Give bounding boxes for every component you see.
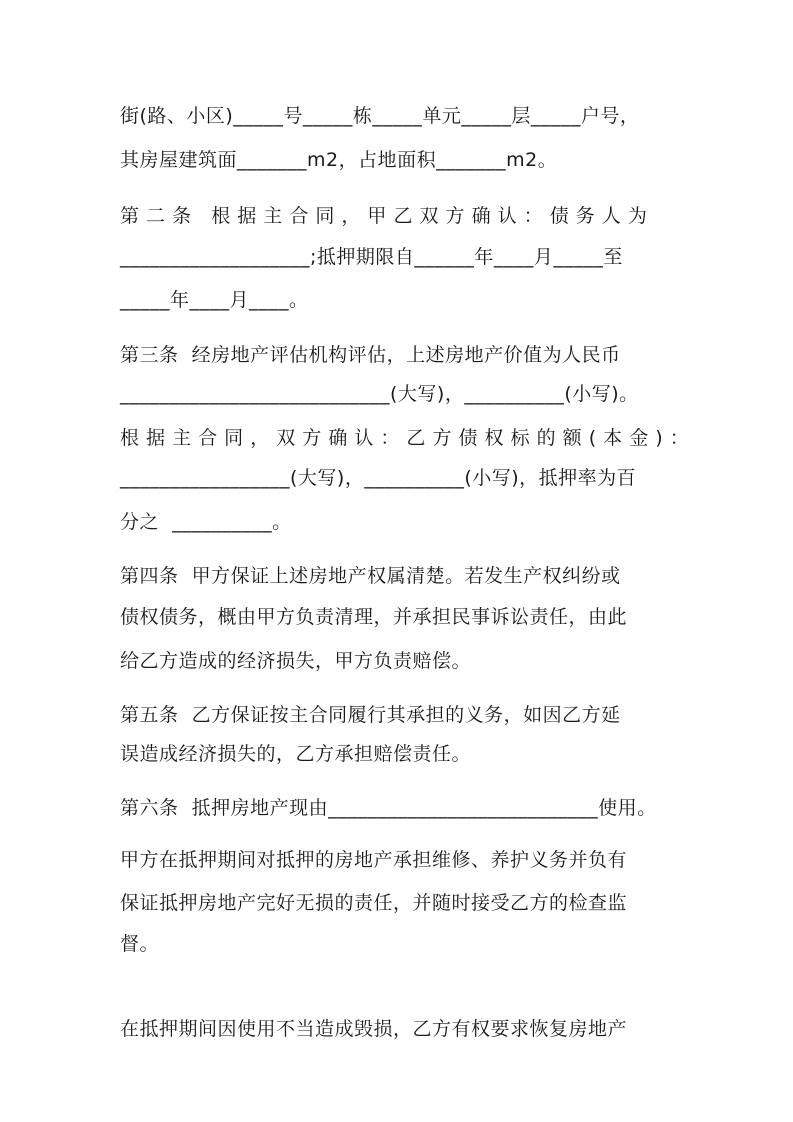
text-line: 给乙方造成的经济损失，甲方负责赔偿。	[120, 650, 472, 672]
text-line: 保证抵押房地产完好无损的责任，并随时接受乙方的检查监	[120, 892, 628, 914]
text-line: 第五条 乙方保证按主合同履行其承担的义务，如因乙方延	[120, 704, 621, 726]
text-line: 误造成经济损失的，乙方承担赔偿责任。	[120, 743, 472, 765]
text-line: 第六条 抵押房地产现由___________________________使用。	[120, 797, 657, 819]
text-line: 甲方在抵押期间对抵押的房地产承担维修、养护义务并负有	[120, 849, 628, 871]
text-line: 第 二 条 根 据 主 合 同 ， 甲 乙 双 方 确 认 ： 债 务 人 为	[120, 205, 648, 227]
text-line: 街(路、小区)_____号_____栋_____单元_____层_____户号，	[120, 105, 640, 127]
text-line: 债权债务，概由甲方负责清理，并承担民事诉讼责任，由此	[120, 606, 628, 628]
text-line: 督。	[120, 933, 160, 955]
text-line: 第三条 经房地产评估机构评估，上述房地产价值为人民币	[120, 344, 621, 366]
text-line: 其房屋建筑面_______m2，占地面积_______m2。	[120, 149, 558, 171]
text-line: 分之 __________。	[120, 511, 292, 533]
text-line: _________________(大写)，__________(小写)，抵押率为百	[120, 467, 637, 489]
text-line: ___________________;抵押期限自______年____月_____至	[120, 246, 623, 268]
text-line: 在抵押期间因使用不当造成毁损，乙方有权要求恢复房地产	[120, 1018, 628, 1040]
text-line: 根 据 主 合 同 ， 双 方 确 认 ： 乙 方 债 权 标 的 额 ( 本 金 ) ：	[120, 427, 690, 449]
text-line: ___________________________(大写)，__________(小写)。	[120, 383, 639, 405]
text-line: _____年____月____。	[120, 289, 309, 311]
text-line: 第四条 甲方保证上述房地产权属清楚。若发生产权纠纷或	[120, 565, 621, 587]
